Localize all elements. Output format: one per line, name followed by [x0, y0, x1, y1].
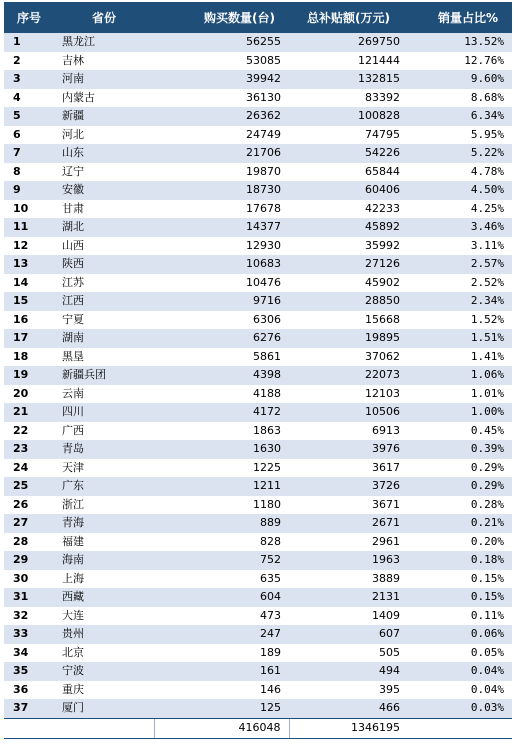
row-index: 35 — [4, 662, 54, 681]
row-share: 2.52% — [404, 274, 512, 293]
row-share: 2.34% — [404, 292, 512, 311]
row-province: 福建 — [54, 533, 154, 552]
row-subsidy: 60406 — [289, 181, 404, 200]
row-index: 7 — [4, 144, 54, 163]
row-index: 11 — [4, 218, 54, 237]
row-subsidy: 100828 — [289, 107, 404, 126]
table-row — [4, 422, 512, 441]
row-index: 30 — [4, 570, 54, 589]
table-row — [4, 607, 512, 626]
table-row — [4, 625, 512, 644]
row-province: 黑龙江 — [54, 33, 154, 52]
table-row — [4, 477, 512, 496]
table-row — [4, 681, 512, 700]
row-province: 宁波 — [54, 662, 154, 681]
table-row — [4, 533, 512, 552]
row-quantity: 1225 — [154, 459, 289, 478]
row-index: 27 — [4, 514, 54, 533]
row-subsidy: 1409 — [289, 607, 404, 626]
table-row — [4, 218, 512, 237]
table-row — [4, 662, 512, 681]
row-subsidy: 607 — [289, 625, 404, 644]
row-index: 37 — [4, 699, 54, 718]
row-quantity: 6306 — [154, 311, 289, 330]
row-share: 3.11% — [404, 237, 512, 256]
row-subsidy: 3976 — [289, 440, 404, 459]
row-index: 34 — [4, 644, 54, 663]
row-index: 19 — [4, 366, 54, 385]
row-share: 1.52% — [404, 311, 512, 330]
table-row — [4, 570, 512, 589]
header-index: 序号 — [4, 2, 54, 33]
row-quantity: 889 — [154, 514, 289, 533]
row-index: 33 — [4, 625, 54, 644]
row-subsidy: 466 — [289, 699, 404, 718]
row-index: 17 — [4, 329, 54, 348]
row-province: 四川 — [54, 403, 154, 422]
row-index: 22 — [4, 422, 54, 441]
table-row — [4, 329, 512, 348]
row-index: 18 — [4, 348, 54, 367]
row-quantity: 26362 — [154, 107, 289, 126]
row-share: 0.11% — [404, 607, 512, 626]
row-subsidy: 65844 — [289, 163, 404, 182]
row-province: 贵州 — [54, 625, 154, 644]
row-quantity: 21706 — [154, 144, 289, 163]
table-row — [4, 385, 512, 404]
row-province: 厦门 — [54, 699, 154, 718]
row-quantity: 18730 — [154, 181, 289, 200]
row-subsidy: 27126 — [289, 255, 404, 274]
row-index: 29 — [4, 551, 54, 570]
table-row — [4, 89, 512, 108]
row-share: 5.22% — [404, 144, 512, 163]
header-share: 销量占比% — [404, 2, 512, 33]
row-share: 0.20% — [404, 533, 512, 552]
total-subsidy: 1346195 — [289, 718, 404, 738]
table-row — [4, 459, 512, 478]
row-province: 青海 — [54, 514, 154, 533]
table-row — [4, 70, 512, 89]
row-subsidy: 6913 — [289, 422, 404, 441]
table-row — [4, 255, 512, 274]
row-quantity: 4172 — [154, 403, 289, 422]
row-subsidy: 54226 — [289, 144, 404, 163]
row-quantity: 4188 — [154, 385, 289, 404]
row-province: 甘肃 — [54, 200, 154, 219]
row-subsidy: 2961 — [289, 533, 404, 552]
table-row — [4, 588, 512, 607]
subsidy-table — [4, 2, 512, 739]
row-quantity: 1630 — [154, 440, 289, 459]
row-share: 9.60% — [404, 70, 512, 89]
table-row — [4, 52, 512, 71]
row-subsidy: 28850 — [289, 292, 404, 311]
table-row — [4, 366, 512, 385]
row-quantity: 635 — [154, 570, 289, 589]
row-province: 重庆 — [54, 681, 154, 700]
row-province: 天津 — [54, 459, 154, 478]
row-province: 河南 — [54, 70, 154, 89]
row-index: 2 — [4, 52, 54, 71]
total-quantity: 416048 — [154, 718, 289, 738]
table-row — [4, 144, 512, 163]
row-province: 新疆兵团 — [54, 366, 154, 385]
row-quantity: 189 — [154, 644, 289, 663]
header-province: 省份 — [54, 2, 154, 33]
row-index: 36 — [4, 681, 54, 700]
row-index: 21 — [4, 403, 54, 422]
row-share: 0.45% — [404, 422, 512, 441]
table-row — [4, 311, 512, 330]
row-subsidy: 395 — [289, 681, 404, 700]
table-row — [4, 107, 512, 126]
row-quantity: 473 — [154, 607, 289, 626]
row-province: 山东 — [54, 144, 154, 163]
row-province: 云南 — [54, 385, 154, 404]
row-subsidy: 15668 — [289, 311, 404, 330]
table-row — [4, 274, 512, 293]
totals-empty-province — [54, 718, 154, 738]
row-share: 0.21% — [404, 514, 512, 533]
row-province: 广东 — [54, 477, 154, 496]
row-province: 吉林 — [54, 52, 154, 71]
row-share: 13.52% — [404, 33, 512, 52]
row-subsidy: 45902 — [289, 274, 404, 293]
table-row — [4, 292, 512, 311]
row-subsidy: 10506 — [289, 403, 404, 422]
row-index: 26 — [4, 496, 54, 515]
table-row — [4, 126, 512, 145]
row-quantity: 1180 — [154, 496, 289, 515]
row-index: 23 — [4, 440, 54, 459]
row-share: 4.50% — [404, 181, 512, 200]
row-share: 0.06% — [404, 625, 512, 644]
table-row — [4, 699, 512, 718]
totals-empty-share — [404, 718, 512, 738]
row-province: 内蒙古 — [54, 89, 154, 108]
row-index: 31 — [4, 588, 54, 607]
row-subsidy: 3617 — [289, 459, 404, 478]
row-index: 8 — [4, 163, 54, 182]
table-row — [4, 644, 512, 663]
row-share: 2.57% — [404, 255, 512, 274]
header-subsidy: 总补贴额(万元) — [289, 2, 404, 33]
row-share: 1.51% — [404, 329, 512, 348]
row-province: 河北 — [54, 126, 154, 145]
row-quantity: 6276 — [154, 329, 289, 348]
row-quantity: 36130 — [154, 89, 289, 108]
row-province: 黑垦 — [54, 348, 154, 367]
row-share: 0.39% — [404, 440, 512, 459]
row-index: 13 — [4, 255, 54, 274]
row-subsidy: 505 — [289, 644, 404, 663]
row-subsidy: 2131 — [289, 588, 404, 607]
totals-row — [4, 718, 512, 738]
row-subsidy: 494 — [289, 662, 404, 681]
row-subsidy: 37062 — [289, 348, 404, 367]
row-index: 28 — [4, 533, 54, 552]
row-subsidy: 2671 — [289, 514, 404, 533]
row-quantity: 17678 — [154, 200, 289, 219]
row-province: 西藏 — [54, 588, 154, 607]
row-province: 湖南 — [54, 329, 154, 348]
row-subsidy: 12103 — [289, 385, 404, 404]
row-subsidy: 42233 — [289, 200, 404, 219]
row-share: 1.06% — [404, 366, 512, 385]
row-subsidy: 22073 — [289, 366, 404, 385]
row-quantity: 9716 — [154, 292, 289, 311]
row-subsidy: 83392 — [289, 89, 404, 108]
row-share: 5.95% — [404, 126, 512, 145]
row-province: 青岛 — [54, 440, 154, 459]
row-province: 海南 — [54, 551, 154, 570]
row-quantity: 39942 — [154, 70, 289, 89]
row-share: 3.46% — [404, 218, 512, 237]
row-quantity: 5861 — [154, 348, 289, 367]
row-province: 上海 — [54, 570, 154, 589]
row-province: 湖北 — [54, 218, 154, 237]
row-index: 1 — [4, 33, 54, 52]
row-share: 8.68% — [404, 89, 512, 108]
table-body — [4, 33, 512, 738]
totals-empty-index — [4, 718, 54, 738]
row-subsidy: 3889 — [289, 570, 404, 589]
row-province: 宁夏 — [54, 311, 154, 330]
row-index: 6 — [4, 126, 54, 145]
row-share: 0.18% — [404, 551, 512, 570]
row-province: 北京 — [54, 644, 154, 663]
row-index: 15 — [4, 292, 54, 311]
row-subsidy: 121444 — [289, 52, 404, 71]
row-province: 江苏 — [54, 274, 154, 293]
row-quantity: 14377 — [154, 218, 289, 237]
table-row — [4, 496, 512, 515]
row-share: 1.41% — [404, 348, 512, 367]
row-index: 20 — [4, 385, 54, 404]
row-share: 12.76% — [404, 52, 512, 71]
row-quantity: 125 — [154, 699, 289, 718]
row-province: 山西 — [54, 237, 154, 256]
table-row — [4, 181, 512, 200]
row-subsidy: 45892 — [289, 218, 404, 237]
row-index: 5 — [4, 107, 54, 126]
row-subsidy: 19895 — [289, 329, 404, 348]
table-row — [4, 348, 512, 367]
table-header — [4, 2, 512, 33]
header-quantity: 购买数量(台) — [154, 2, 289, 33]
row-quantity: 828 — [154, 533, 289, 552]
table-row — [4, 551, 512, 570]
row-quantity: 10476 — [154, 274, 289, 293]
header-row — [4, 2, 512, 33]
row-quantity: 247 — [154, 625, 289, 644]
row-share: 0.28% — [404, 496, 512, 515]
row-quantity: 53085 — [154, 52, 289, 71]
row-quantity: 4398 — [154, 366, 289, 385]
row-share: 4.78% — [404, 163, 512, 182]
table-row — [4, 403, 512, 422]
row-share: 0.29% — [404, 477, 512, 496]
row-quantity: 12930 — [154, 237, 289, 256]
table-row — [4, 33, 512, 52]
row-share: 1.00% — [404, 403, 512, 422]
row-share: 0.29% — [404, 459, 512, 478]
table-row — [4, 514, 512, 533]
row-share: 0.03% — [404, 699, 512, 718]
row-quantity: 19870 — [154, 163, 289, 182]
row-province: 浙江 — [54, 496, 154, 515]
row-share: 1.01% — [404, 385, 512, 404]
row-index: 24 — [4, 459, 54, 478]
row-share: 0.15% — [404, 588, 512, 607]
row-index: 16 — [4, 311, 54, 330]
data-table-container — [4, 2, 512, 739]
row-quantity: 56255 — [154, 33, 289, 52]
table-row — [4, 237, 512, 256]
row-province: 大连 — [54, 607, 154, 626]
row-share: 0.15% — [404, 570, 512, 589]
row-share: 0.05% — [404, 644, 512, 663]
table-row — [4, 440, 512, 459]
row-province: 陕西 — [54, 255, 154, 274]
row-province: 新疆 — [54, 107, 154, 126]
row-index: 25 — [4, 477, 54, 496]
row-quantity: 604 — [154, 588, 289, 607]
row-index: 32 — [4, 607, 54, 626]
table-row — [4, 163, 512, 182]
row-subsidy: 1963 — [289, 551, 404, 570]
row-province: 安徽 — [54, 181, 154, 200]
row-index: 14 — [4, 274, 54, 293]
row-quantity: 1863 — [154, 422, 289, 441]
row-subsidy: 3726 — [289, 477, 404, 496]
row-index: 10 — [4, 200, 54, 219]
row-index: 4 — [4, 89, 54, 108]
row-subsidy: 132815 — [289, 70, 404, 89]
row-subsidy: 269750 — [289, 33, 404, 52]
row-index: 9 — [4, 181, 54, 200]
row-quantity: 752 — [154, 551, 289, 570]
row-quantity: 146 — [154, 681, 289, 700]
row-share: 0.04% — [404, 662, 512, 681]
row-subsidy: 35992 — [289, 237, 404, 256]
row-subsidy: 74795 — [289, 126, 404, 145]
row-share: 4.25% — [404, 200, 512, 219]
row-index: 12 — [4, 237, 54, 256]
row-quantity: 10683 — [154, 255, 289, 274]
row-province: 辽宁 — [54, 163, 154, 182]
row-index: 3 — [4, 70, 54, 89]
row-province: 江西 — [54, 292, 154, 311]
row-subsidy: 3671 — [289, 496, 404, 515]
row-quantity: 161 — [154, 662, 289, 681]
row-quantity: 1211 — [154, 477, 289, 496]
table-row — [4, 200, 512, 219]
row-share: 0.04% — [404, 681, 512, 700]
row-quantity: 24749 — [154, 126, 289, 145]
row-share: 6.34% — [404, 107, 512, 126]
row-province: 广西 — [54, 422, 154, 441]
